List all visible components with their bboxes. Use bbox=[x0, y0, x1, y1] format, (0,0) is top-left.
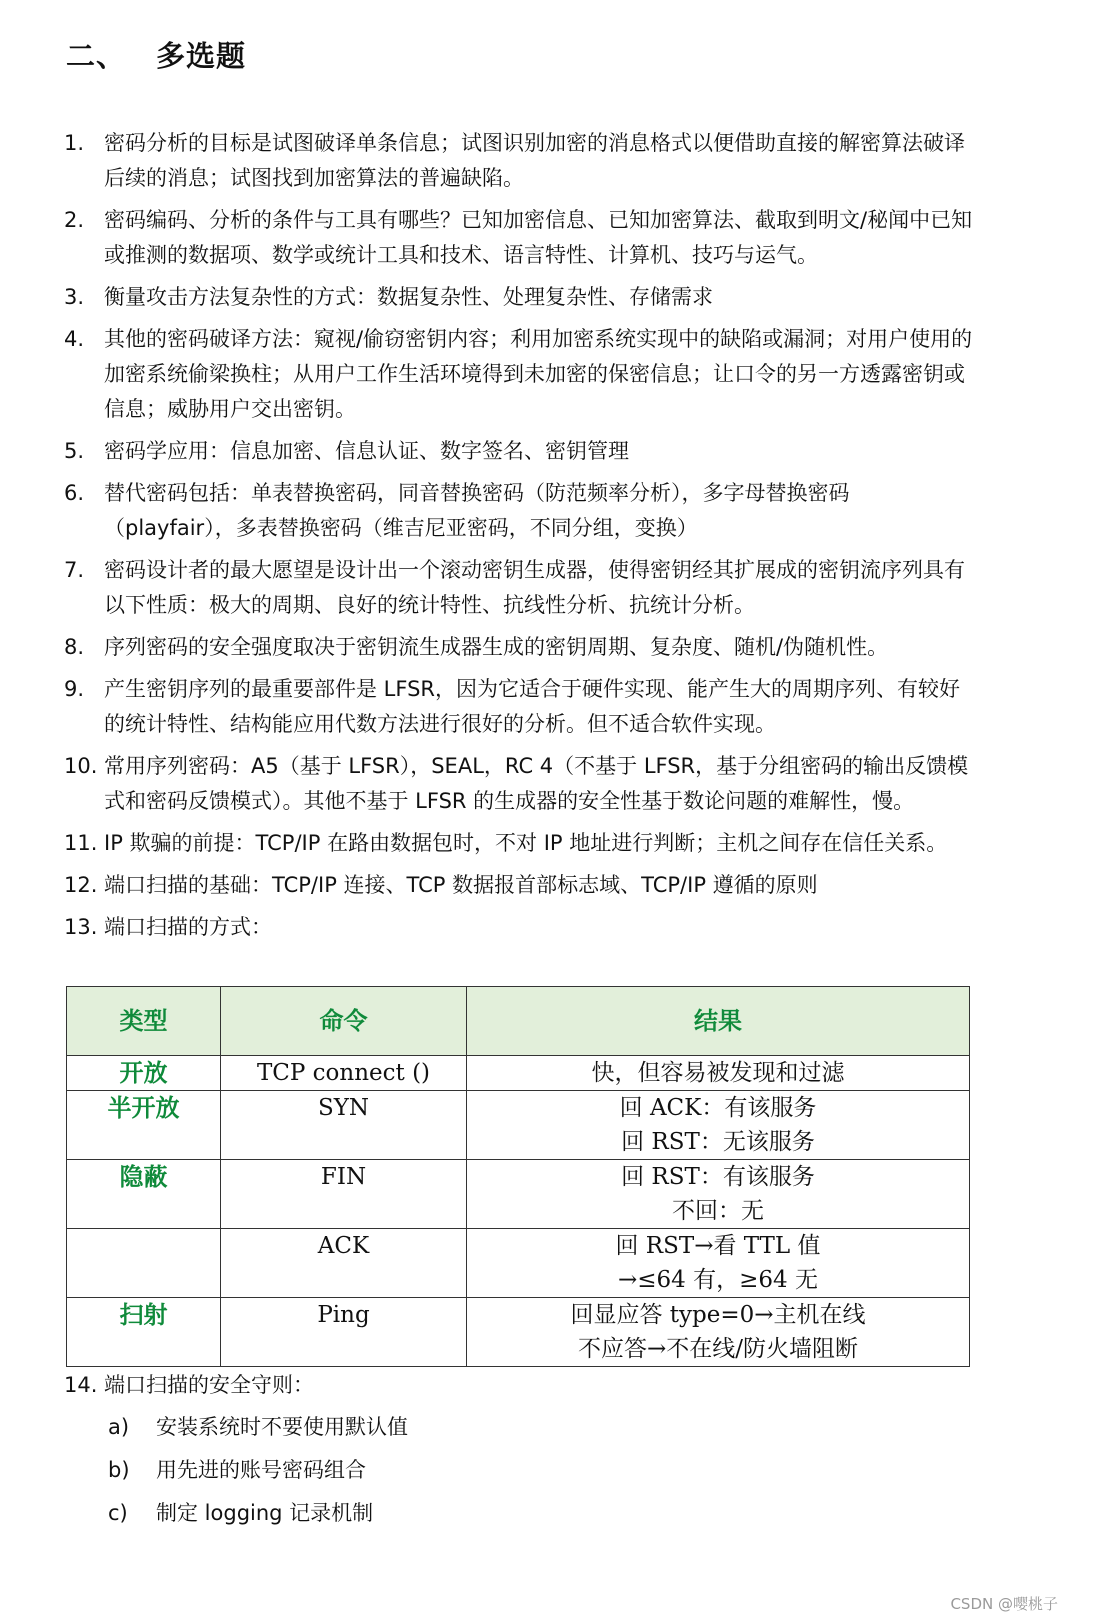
result-line: 回 RST→看 TTL 值 bbox=[615, 1233, 821, 1259]
cell-command: FIN bbox=[221, 1160, 467, 1229]
cell-type: 半开放 bbox=[67, 1091, 221, 1160]
item-text: IP 欺骗的前提：TCP/IP 在路由数据包时，不对 IP 地址进行判断；主机之间存在信任关系。 bbox=[104, 831, 948, 855]
table-row bbox=[67, 1229, 970, 1298]
cell-type: 开放 bbox=[67, 1056, 221, 1091]
item-text: 端口扫描的安全守则： bbox=[104, 1373, 314, 1397]
item-text: 端口扫描的基础：TCP/IP 连接、TCP 数据报首部标志域、TCP/IP 遵循的原则 bbox=[104, 873, 818, 897]
item-number: 13. bbox=[64, 915, 98, 939]
list-item bbox=[64, 126, 974, 196]
column-header-command: 命令 bbox=[221, 987, 467, 1056]
list-item bbox=[64, 672, 974, 742]
item-text: 序列密码的安全强度取决于密钥流生成器生成的密钥周期、复杂度、随机/伪随机性。 bbox=[104, 635, 889, 659]
result-line: 快，但容易被发现和过滤 bbox=[591, 1060, 845, 1086]
result-line: 不回：无 bbox=[672, 1198, 764, 1224]
item-number: 2. bbox=[64, 208, 85, 232]
sub-list-item bbox=[64, 1496, 974, 1531]
item-number: 9. bbox=[64, 677, 85, 701]
cell-result bbox=[467, 1229, 970, 1298]
item-number: 14. bbox=[64, 1373, 98, 1397]
item-text: 常用序列密码：A5（基于 LFSR），SEAL，RC 4（不基于 LFSR，基于分组密码的输出反馈模式和密码反馈模式）。其他不基于 LFSR 的生成器的安全性基于数论问题的难解性，慢。 bbox=[104, 754, 969, 813]
list-item bbox=[64, 1368, 974, 1403]
sub-item-text: 安装系统时不要使用默认值 bbox=[156, 1415, 408, 1439]
list-item bbox=[64, 280, 974, 315]
cell-command: SYN bbox=[221, 1091, 467, 1160]
item-text: 产生密钥序列的最重要部件是 LFSR，因为它适合于硬件实现、能产生大的周期序列、有较好的统计特性、结构能应用代数方法进行很好的分析。但不适合软件实现。 bbox=[104, 677, 961, 736]
list-item bbox=[64, 868, 974, 903]
sub-item-letter: b) bbox=[108, 1458, 130, 1482]
item-text: 衡量攻击方法复杂性的方式：数据复杂性、处理复杂性、存储需求 bbox=[104, 285, 713, 309]
list-item bbox=[64, 749, 974, 819]
cell-type bbox=[67, 1229, 221, 1298]
list-item bbox=[64, 826, 974, 861]
item-number: 6. bbox=[64, 481, 85, 505]
cell-command: Ping bbox=[221, 1298, 467, 1367]
cell-command: ACK bbox=[221, 1229, 467, 1298]
list-item bbox=[64, 203, 974, 273]
item-number: 12. bbox=[64, 873, 98, 897]
item-text: 替代密码包括：单表替换密码，同音替换密码（防范频率分析），多字母替换密码（playfair），多表替换密码（维吉尼亚密码，不同分组，变换） bbox=[104, 481, 850, 540]
result-line: 回 RST：无该服务 bbox=[621, 1129, 815, 1155]
table-row bbox=[67, 1298, 970, 1367]
list-item bbox=[64, 553, 974, 623]
cell-result bbox=[467, 1160, 970, 1229]
item-text: 端口扫描的方式： bbox=[104, 915, 272, 939]
item-text: 密码设计者的最大愿望是设计出一个滚动密钥生成器，使得密钥经其扩展成的密钥流序列具有以下性质：极大的周期、良好的统计特性、抗线性分析、抗统计分析。 bbox=[104, 558, 965, 617]
sub-list-item bbox=[64, 1410, 974, 1445]
list-item bbox=[64, 630, 974, 665]
section-heading bbox=[66, 34, 246, 75]
result-line: 回 RST：有该服务 bbox=[621, 1164, 815, 1190]
section-number: 二、 bbox=[66, 39, 127, 73]
cell-result bbox=[467, 1298, 970, 1367]
list-item bbox=[64, 434, 974, 469]
item-text: 密码学应用：信息加密、信息认证、数字签名、密钥管理 bbox=[104, 439, 629, 463]
item-text: 密码编码、分析的条件与工具有哪些？已知加密信息、已知加密算法、截取到明文/秘闻中已知或推测的数据项、数学或统计工具和技术、语言特性、计算机、技巧与运气。 bbox=[104, 208, 973, 267]
item-text: 密码分析的目标是试图破译单条信息；试图识别加密的消息格式以便借助直接的解密算法破译后续的消息；试图找到加密算法的普遍缺陷。 bbox=[104, 131, 965, 190]
item-number: 10. bbox=[64, 754, 98, 778]
list-item bbox=[64, 476, 974, 546]
item-number: 3. bbox=[64, 285, 85, 309]
item-number: 7. bbox=[64, 558, 85, 582]
cell-type: 扫射 bbox=[67, 1298, 221, 1367]
table-row bbox=[67, 1160, 970, 1229]
item-number: 1. bbox=[64, 131, 85, 155]
sub-item-text: 制定 logging 记录机制 bbox=[156, 1501, 374, 1525]
cell-command: TCP connect () bbox=[221, 1056, 467, 1091]
port-scan-table bbox=[66, 986, 970, 1367]
cell-result bbox=[467, 1091, 970, 1160]
question-list bbox=[64, 126, 974, 952]
sub-item-text: 用先进的账号密码组合 bbox=[156, 1458, 366, 1482]
column-header-type: 类型 bbox=[67, 987, 221, 1056]
item-number: 8. bbox=[64, 635, 85, 659]
list-item bbox=[64, 322, 974, 427]
item-text: 其他的密码破译方法：窥视/偷窃密钥内容；利用加密系统实现中的缺陷或漏洞；对用户使用的加密系统偷梁换柱；从用户工作生活环境得到未加密的保密信息；让口令的另一方透露密钥或信息；威胁用户交出密钥。 bbox=[104, 327, 973, 421]
column-header-result: 结果 bbox=[467, 987, 970, 1056]
result-line: →≤64 有，≥64 无 bbox=[618, 1267, 818, 1293]
item-number: 5. bbox=[64, 439, 85, 463]
section-title: 多选题 bbox=[156, 39, 247, 73]
watermark: CSDN @嘤桃子 bbox=[950, 1595, 1058, 1613]
list-item bbox=[64, 910, 974, 945]
item-number: 4. bbox=[64, 327, 85, 351]
result-line: 不应答→不在线/防火墙阻断 bbox=[577, 1336, 859, 1362]
item-number: 11. bbox=[64, 831, 98, 855]
table-row bbox=[67, 1091, 970, 1160]
table-row bbox=[67, 1056, 970, 1091]
sub-item-letter: a) bbox=[108, 1415, 130, 1439]
table-header-row bbox=[67, 987, 970, 1056]
cell-type: 隐蔽 bbox=[67, 1160, 221, 1229]
sub-item-letter: c) bbox=[108, 1501, 128, 1525]
sub-list-item bbox=[64, 1453, 974, 1488]
cell-result bbox=[467, 1056, 970, 1091]
security-rules bbox=[64, 1368, 974, 1539]
result-line: 回 ACK：有该服务 bbox=[619, 1095, 817, 1121]
result-line: 回显应答 type=0→主机在线 bbox=[570, 1302, 866, 1328]
